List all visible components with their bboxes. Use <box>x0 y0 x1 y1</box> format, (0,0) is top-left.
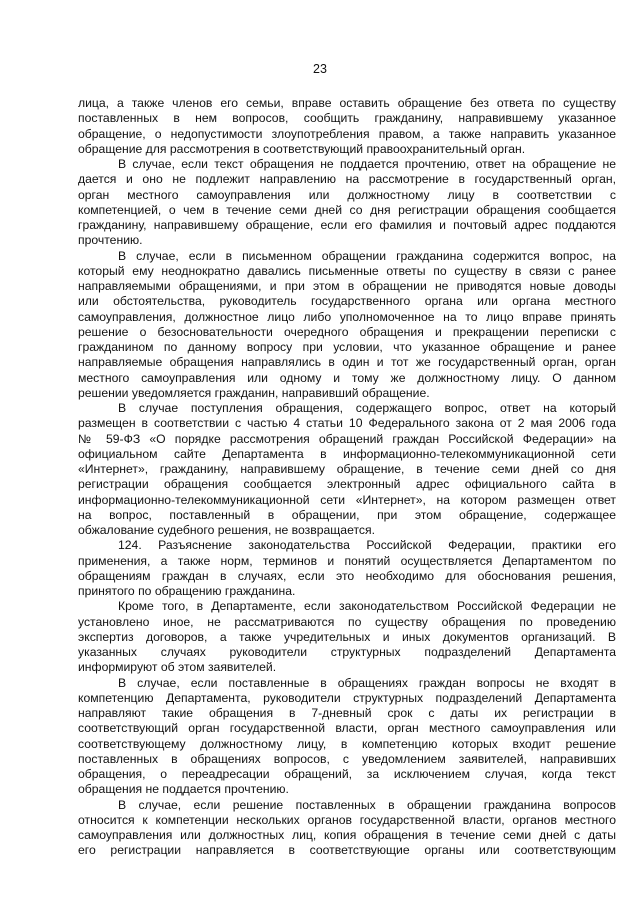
text-line: решении уведомляется гражданин, направивший обращение. <box>78 385 430 400</box>
text-line: соответствующий орган государственной власти, орган местного самоуправления или <box>78 721 616 736</box>
text-line: соответствующему должностному лицу, в компетенцию которых входит решение <box>78 736 616 751</box>
text-line: № 59-ФЗ «О порядке рассмотрения обращений граждан Российской Федерации» на <box>78 431 616 446</box>
text-line: направляют такие обращения в 7-дневный срок с даты их регистрации в <box>78 706 616 720</box>
text-line: поставленных в нем вопросов, сообщить гражданину, направившему указанное <box>78 111 616 126</box>
paragraph <box>78 96 616 157</box>
text-line: указанных случаях руководители структурных подразделений Департамента <box>78 645 616 659</box>
text-line: обращение, о недопустимости злоупотребления правом, а также направить указанное <box>78 126 616 141</box>
text-line: направляемые обращения направлялись в один и тот же государственный орган, орган <box>78 355 616 370</box>
text-line: установлено иное, не рассматриваются по существу обращения по проведению <box>78 614 616 629</box>
text-line: обжалование судебного решения, не возвращается. <box>78 523 375 537</box>
text-line: поставленных в обращениях вопросов, с уведомлением заявителей, направивших <box>78 751 616 766</box>
page-number: 23 <box>313 62 327 76</box>
paragraph <box>78 538 616 599</box>
text-line: компетенцией, о чем в течение семи дней со дня регистрации обращения сообщается <box>78 202 616 217</box>
text-line: обращения не поддается прочтению. <box>78 782 289 797</box>
text-line: компетенцию Департамента, руководители структурных подразделений Департамента <box>78 690 616 705</box>
text-line: самоуправления, должностное лицо либо уполномоченное на то лицо вправе принять <box>78 309 616 324</box>
text-line: решение о безосновательности очередного обращения и прекращении переписки с <box>78 324 616 339</box>
text-line: 124. Разъяснение законодательства Российской Федерации, практики его <box>118 538 616 553</box>
text-line: на вопрос, поставленный в обращении, при этом обращение, содержащее <box>78 507 616 522</box>
text-line: В случае, если поставленные в обращениях граждан вопросы не входят в <box>118 675 616 690</box>
paragraph <box>78 157 616 249</box>
text-line: «Интернет», гражданину, направившему обращение, в течение семи дней со дня <box>78 462 616 476</box>
text-line: экспертиз договоров, а также учредительных и иных документов организаций. В <box>78 629 616 644</box>
text-line: регистрации обращения сообщается электронный адрес официального сайта в <box>78 477 616 492</box>
text-line: местного самоуправления или одному и тому же должностному лицу. О данном <box>78 370 616 385</box>
text-line: обращения, о переадресации обращений, за исключением случая, когда текст <box>78 767 616 781</box>
paragraph <box>78 249 616 402</box>
text-line: информируют об этом заявителей. <box>78 660 277 675</box>
paragraph <box>78 676 616 798</box>
text-line: официальном сайте Департамента в информационно-телекоммуникационной сети <box>78 446 616 461</box>
text-line: Кроме того, в Департаменте, если законодательством Российской Федерации не <box>118 599 616 614</box>
text-line: самоуправления или должностных лиц, копия обращения в течение семи дней с даты <box>78 828 616 842</box>
text-line: размещен в соответствии с частью 4 статьи 10 Федерального закона от 2 мая 2006 года <box>78 416 616 431</box>
text-line: или обстоятельства, руководитель государственного органа или органа местного <box>78 294 616 309</box>
paragraph <box>78 798 616 859</box>
text-line: В случае, если текст обращения не поддается прочтению, ответ на обращение не <box>118 157 616 171</box>
document-body <box>78 96 616 859</box>
text-line: гражданину, направившему обращение, если его фамилия и почтовый адрес поддаются <box>78 218 616 232</box>
paragraph <box>78 401 616 538</box>
text-line: В случае поступления обращения, содержащего вопрос, ответ на который <box>118 401 616 415</box>
text-line: В случае, если в письменном обращении гражданина содержится вопрос, на <box>118 248 616 263</box>
text-line: гражданином по данному вопросу при условии, что указанное обращение и ранее <box>78 340 616 354</box>
text-line: прочтению. <box>78 233 143 248</box>
text-line: обращениям граждан в случаях, если это необходимо для обоснования решения, <box>78 568 616 583</box>
text-line: направляемыми обращениями, и при этом в обращении не приводятся новые доводы <box>78 279 616 293</box>
text-line: его регистрации направляется в соответствующие органы или соответствующим <box>78 843 616 858</box>
text-line: В случае, если решение поставленных в обращении гражданина вопросов <box>118 797 616 812</box>
text-line: применения, а также норм, терминов и понятий осуществляется Департаментом по <box>78 553 616 568</box>
paragraph <box>78 599 616 675</box>
text-line: лица, а также членов его семьи, вправе оставить обращение без ответа по существу <box>78 96 616 110</box>
text-line: орган местного самоуправления или должностному лицу в соответствии с <box>78 187 616 202</box>
text-line: информационно-телекоммуникационной сети «Интернет», на котором размещен ответ <box>78 492 616 507</box>
text-line: который ему неоднократно давались письменные ответы по существу в связи с ранее <box>78 263 616 278</box>
text-line: принятого по обращению гражданина. <box>78 584 296 598</box>
text-line: дается и оно не подлежит направлению на рассмотрение в государственный орган, <box>78 172 616 187</box>
text-line: относится к компетенции нескольких органов государственной власти, органов местного <box>78 812 616 827</box>
text-line: обращение для рассмотрения в соответствующий правоохранительный орган. <box>78 141 526 156</box>
